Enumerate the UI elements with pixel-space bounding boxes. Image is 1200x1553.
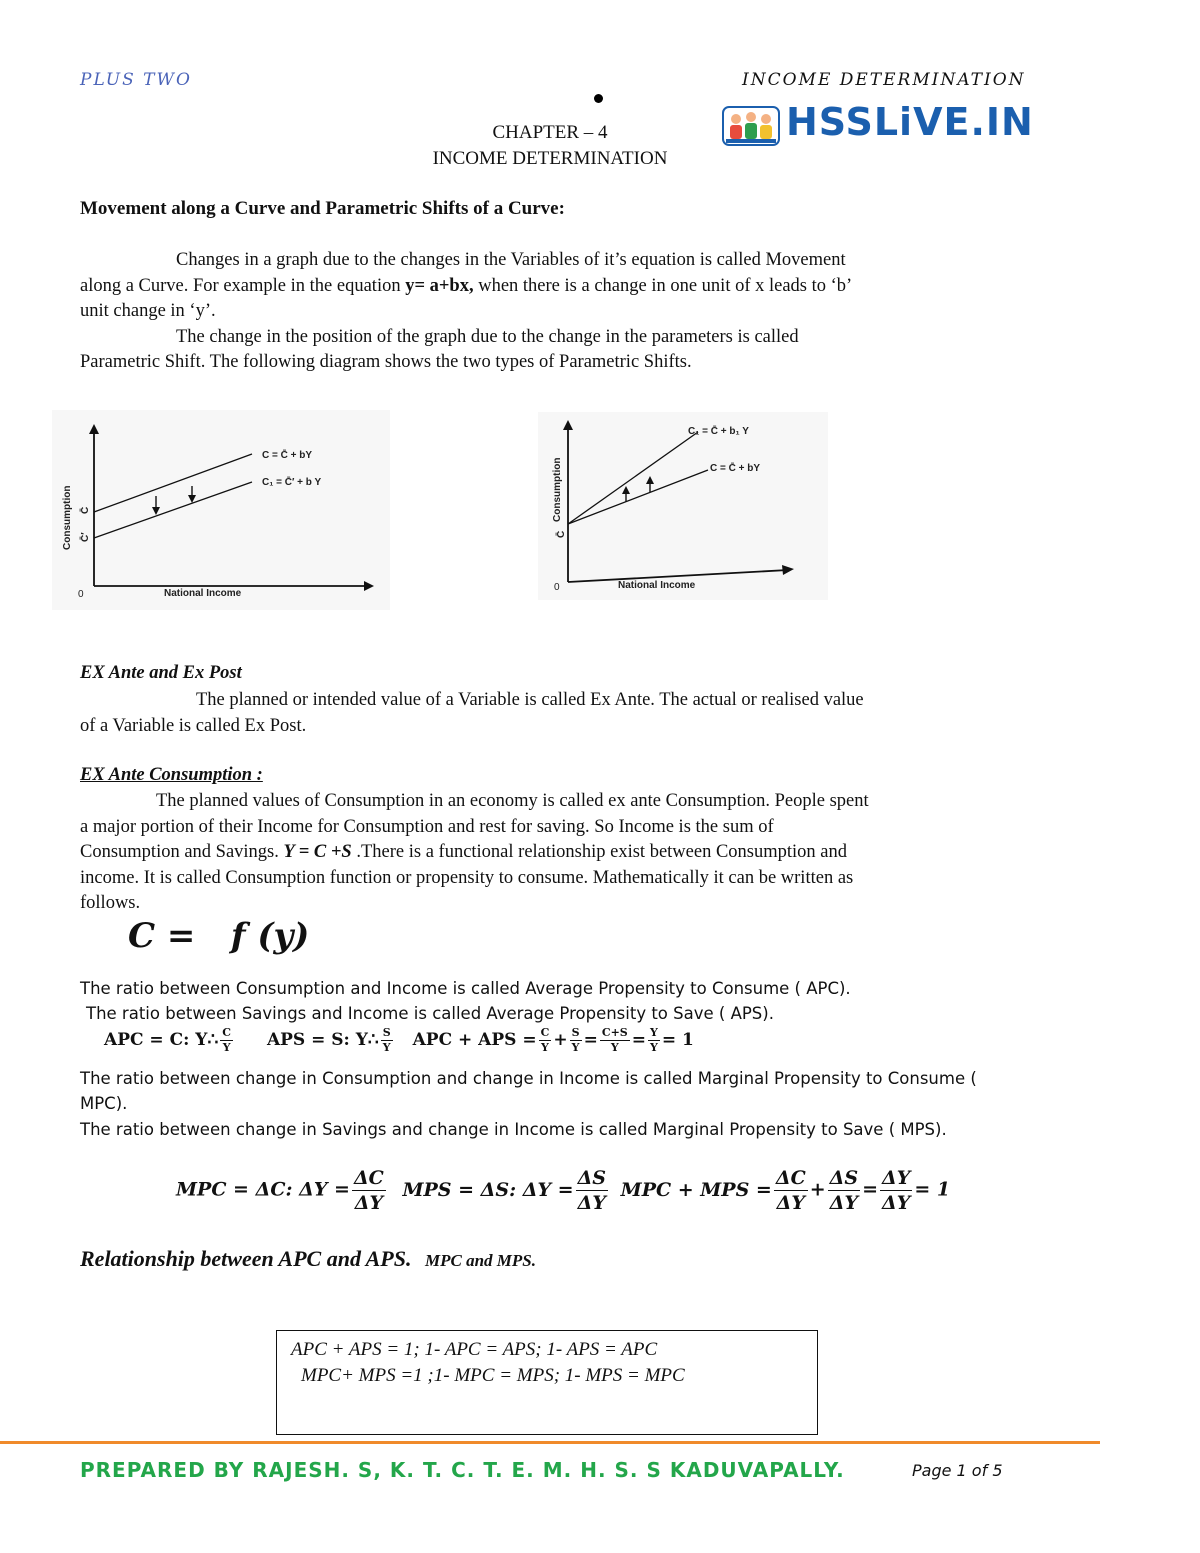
chapter-number: CHAPTER – 4 [492, 122, 608, 143]
y-axis-label: Consumption [62, 485, 73, 550]
section3-body [80, 789, 1140, 917]
intercept-upper-label: C̄ [80, 506, 91, 514]
lower-line-label: C₁ = C̄′ + b Y [262, 477, 322, 488]
aps-definition: The ratio between Savings and Income is called Average Propensity to Save ( APS). [86, 1004, 774, 1023]
section1-p1-line3: unit change in ‘y’. [80, 301, 216, 321]
section3-line3-post: .There is a functional relationship exist between Consumption and [351, 842, 847, 862]
section-heading-ex-ante-post: EX Ante and Ex Post [80, 663, 242, 683]
flat-line-label: C = C̄ + bY [710, 463, 761, 474]
y-axis-label: Consumption [552, 457, 563, 522]
relationship-heading-main: Relationship between APC and APS. [80, 1246, 412, 1271]
footer-prepared-by: PREPARED BY RAJESH. S, K. T. C. T. E. M. H. S. S KADUVAPALLY. [80, 1458, 845, 1482]
hsslive-logo [722, 100, 1034, 148]
relationship-heading-small: MPC and MPS. [424, 1251, 536, 1270]
section2-body [80, 688, 1130, 739]
x-axis-label: National Income [618, 580, 696, 591]
section3-line3-pre: Consumption and Savings. [80, 842, 284, 862]
slope-shift-diagram [538, 412, 828, 600]
section3-identity: Y = C +S [283, 842, 352, 862]
apc-definition: The ratio between Consumption and Income is called Average Propensity to Consume ( APC). [80, 979, 851, 998]
page-number: Page 1 of 5 [912, 1461, 1003, 1480]
section1-body [80, 248, 1130, 376]
mps-definition: The ratio between change in Savings and change in Income is called Marginal Propensity to Save ( MPS). [80, 1120, 947, 1139]
children-logo-icon [722, 106, 780, 146]
mpc-definition-line2: MPC). [80, 1094, 128, 1113]
origin-label: 0 [78, 589, 84, 600]
intercept-lower-label: C̄′ [80, 532, 91, 542]
footer-rule [0, 1441, 1100, 1444]
section1-p1-line1: Changes in a graph due to the changes in the Variables of it’s equation is called Movement [176, 250, 846, 270]
steep-line-label: C₁ = C̄ + b₁ Y [688, 426, 749, 437]
section1-equation: y= a+bx, [405, 275, 474, 296]
chapter-title: INCOME DETERMINATION [432, 148, 668, 169]
origin-label: 0 [554, 582, 560, 593]
section2-line1: The planned or intended value of a Variable is called Ex Ante. The actual or realised value [196, 690, 864, 710]
box-line-mpc-mps: MPC+ MPS =1 ;1- MPC = MPS; 1- MPS = MPC [301, 1365, 685, 1386]
apc-aps-formula: APC = C: Y∴ $\frac{C}{Y}$ APS = S: Y∴ $\frac{S}{Y}$ APC + APS = $\frac{C}{Y}$ + $\frac{S}{Y}$ = $\frac{C+S}{Y}$ = $\frac{Y}{Y}$ = 1 [104, 1026, 694, 1054]
relationship-box [276, 1330, 818, 1435]
mpc-definition-line1: The ratio between change in Consumption and change in Income is called Marginal Propensity to Consume ( [80, 1069, 977, 1088]
relationship-heading [80, 1246, 536, 1272]
consumption-function-formula: C = f (y) [128, 916, 310, 956]
section-heading-movement: Movement along a Curve and Parametric Shifts of a Curve: [80, 198, 565, 219]
header-right-text: INCOME DETERMINATION [742, 70, 1026, 90]
section3-line1: The planned values of Consumption in an economy is called ex ante Consumption. People spent [156, 791, 869, 811]
parallel-shift-diagram [52, 410, 390, 610]
x-axis-label: National Income [164, 588, 242, 599]
section1-p1-line2-pre: along a Curve. For example in the equation [80, 275, 406, 296]
bullet-dot [594, 94, 603, 103]
section3-line5: follows. [80, 893, 141, 913]
mpc-definition [80, 1066, 1140, 1116]
mpc-mps-formula: MPC = ΔC: ΔY = $\frac{\Delta C}{\Delta Y}$ MPS = ΔS: ΔY = $\frac{\Delta S}{\Delta Y}$ MPC + MPS = $\frac{\Delta C}{\Delta Y}$ + $\frac{\Delta S}{\Delta Y}$ = $\frac{\Delta Y}{\Delta Y}$ = 1 [176, 1167, 951, 1214]
section3-line2: a major portion of their Income for Consumption and rest for saving. So Income is the sum of [80, 816, 774, 837]
box-line-apc-aps: APC + APS = 1; 1- APC = APS; 1- APS = APC [291, 1339, 658, 1360]
section1-p2-line2: Parametric Shift. The following diagram shows the two types of Parametric Shifts. [80, 352, 692, 372]
intercept-label: C̄ [556, 530, 567, 538]
section1-p2-line1: The change in the position of the graph due to the change in the parameters is called [176, 326, 799, 347]
section-heading-ex-ante-consumption: EX Ante Consumption : [80, 765, 263, 785]
section2-line2: of a Variable is called Ex Post. [80, 715, 307, 736]
logo-text: HSSLiVE.IN [786, 100, 1034, 144]
header-left-text: PLUS TWO [80, 70, 192, 90]
upper-line-label: C = C̄ + bY [262, 450, 313, 461]
section1-p1-line2-post: when there is a change in one unit of x leads to ‘b’ [473, 275, 853, 296]
section3-line4: income. It is called Consumption function or propensity to consume. Mathematically it can be written as [80, 867, 854, 888]
